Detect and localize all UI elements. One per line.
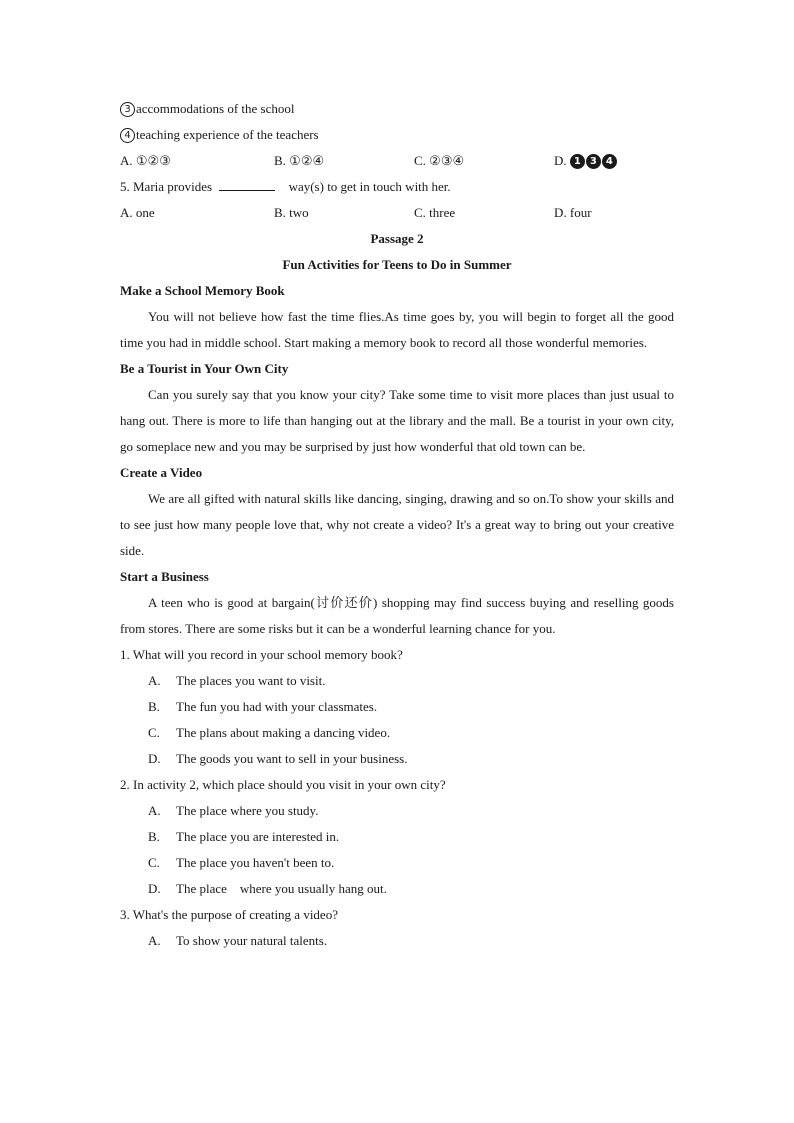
option-letter: A. bbox=[148, 803, 161, 818]
q5-choice-c[interactable]: C. three bbox=[414, 205, 456, 220]
filled-circled-number: 1 bbox=[570, 154, 585, 169]
q5-stem-after: way(s) to get in touch with her. bbox=[288, 179, 451, 194]
q5-choices bbox=[120, 200, 674, 226]
option-item-4-text: teaching experience of the teachers bbox=[136, 127, 319, 142]
q4-choice-d[interactable] bbox=[554, 148, 618, 174]
section-heading: Be a Tourist in Your Own City bbox=[120, 361, 289, 376]
option-letter: B. bbox=[148, 829, 160, 844]
answer-option[interactable] bbox=[120, 824, 674, 850]
q5-choice-d[interactable]: D. four bbox=[554, 205, 592, 220]
question-stem: 2. In activity 2, which place should you visit in your own city? bbox=[120, 777, 446, 792]
answer-option[interactable] bbox=[120, 746, 674, 772]
option-letter: A. bbox=[148, 933, 161, 948]
option-text: To show your natural talents. bbox=[176, 933, 328, 948]
q4-choice-c[interactable]: C. ②③④ bbox=[414, 153, 465, 168]
section-paragraph: We are all gifted with natural skills like dancing, singing, drawing and so on.To show your skills and to see just how many people love that, why not create a video? It's a great way to bring out your creative side. bbox=[120, 491, 674, 558]
q5-stem-before: 5. Maria provides bbox=[120, 179, 213, 194]
option-letter: C. bbox=[148, 855, 160, 870]
option-item-3-text: accommodations of the school bbox=[136, 101, 295, 116]
passage-label: Passage 2 bbox=[370, 231, 424, 246]
section-paragraph: A teen who is good at bargain(讨价还价) shopping may find success buying and reselling goods from stores. There are some risks but it can be a wonderful learning chance for you. bbox=[120, 595, 674, 636]
option-letter: D. bbox=[148, 881, 161, 896]
option-text: The fun you had with your classmates. bbox=[176, 699, 378, 714]
answer-option[interactable] bbox=[120, 720, 674, 746]
q5-choice-a[interactable]: A. one bbox=[120, 205, 155, 220]
answer-option[interactable] bbox=[120, 694, 674, 720]
option-text: The goods you want to sell in your business. bbox=[176, 751, 408, 766]
option-text: The place where you usually hang out. bbox=[176, 881, 387, 896]
option-item-3 bbox=[120, 96, 674, 122]
question-stem: 1. What will you record in your school memory book? bbox=[120, 647, 403, 662]
question-stem: 3. What's the purpose of creating a video? bbox=[120, 907, 338, 922]
section-heading: Create a Video bbox=[120, 465, 203, 480]
passage-title: Fun Activities for Teens to Do in Summer bbox=[282, 257, 512, 272]
answer-option[interactable] bbox=[120, 668, 674, 694]
answer-option[interactable] bbox=[120, 928, 674, 954]
filled-circled-number: 4 bbox=[602, 154, 617, 169]
section-paragraph: You will not believe how fast the time flies.As time goes by, you will begin to forget all the good time you had in middle school. Start making a memory book to record all those wonderful memories. bbox=[120, 309, 674, 350]
answer-option[interactable] bbox=[120, 876, 674, 902]
circled-number-4: 4 bbox=[120, 128, 135, 143]
q4-choices bbox=[120, 148, 674, 174]
section-heading: Make a School Memory Book bbox=[120, 283, 285, 298]
section-paragraph: Can you surely say that you know your city? Take some time to visit more places than just usual to hang out. There is more to life than hanging out at the library and the mall. Be a tourist in your own city, go someplace new and you may be surprised by just how wonderful that old town can be. bbox=[120, 387, 674, 454]
option-text: The place you haven't been to. bbox=[176, 855, 335, 870]
q4-choice-d-label: D. bbox=[554, 153, 570, 168]
option-text: The place you are interested in. bbox=[176, 829, 340, 844]
circled-number-3: 3 bbox=[120, 102, 135, 117]
option-text: The plans about making a dancing video. bbox=[176, 725, 391, 740]
option-letter: B. bbox=[148, 699, 160, 714]
answer-blank[interactable] bbox=[219, 176, 275, 191]
answer-option[interactable] bbox=[120, 798, 674, 824]
option-letter: C. bbox=[148, 725, 160, 740]
section-heading: Start a Business bbox=[120, 569, 209, 584]
option-letter: D. bbox=[148, 751, 161, 766]
option-letter: A. bbox=[148, 673, 161, 688]
q5-choice-b[interactable]: B. two bbox=[274, 205, 309, 220]
q4-choice-b[interactable]: B. ①②④ bbox=[274, 153, 325, 168]
option-text: The places you want to visit. bbox=[176, 673, 326, 688]
filled-circled-number: 3 bbox=[586, 154, 601, 169]
answer-option[interactable] bbox=[120, 850, 674, 876]
q5-stem bbox=[120, 174, 674, 200]
exam-page bbox=[120, 96, 674, 954]
option-item-4 bbox=[120, 122, 674, 148]
q4-choice-a[interactable]: A. ①②③ bbox=[120, 153, 171, 168]
option-text: The place where you study. bbox=[176, 803, 319, 818]
